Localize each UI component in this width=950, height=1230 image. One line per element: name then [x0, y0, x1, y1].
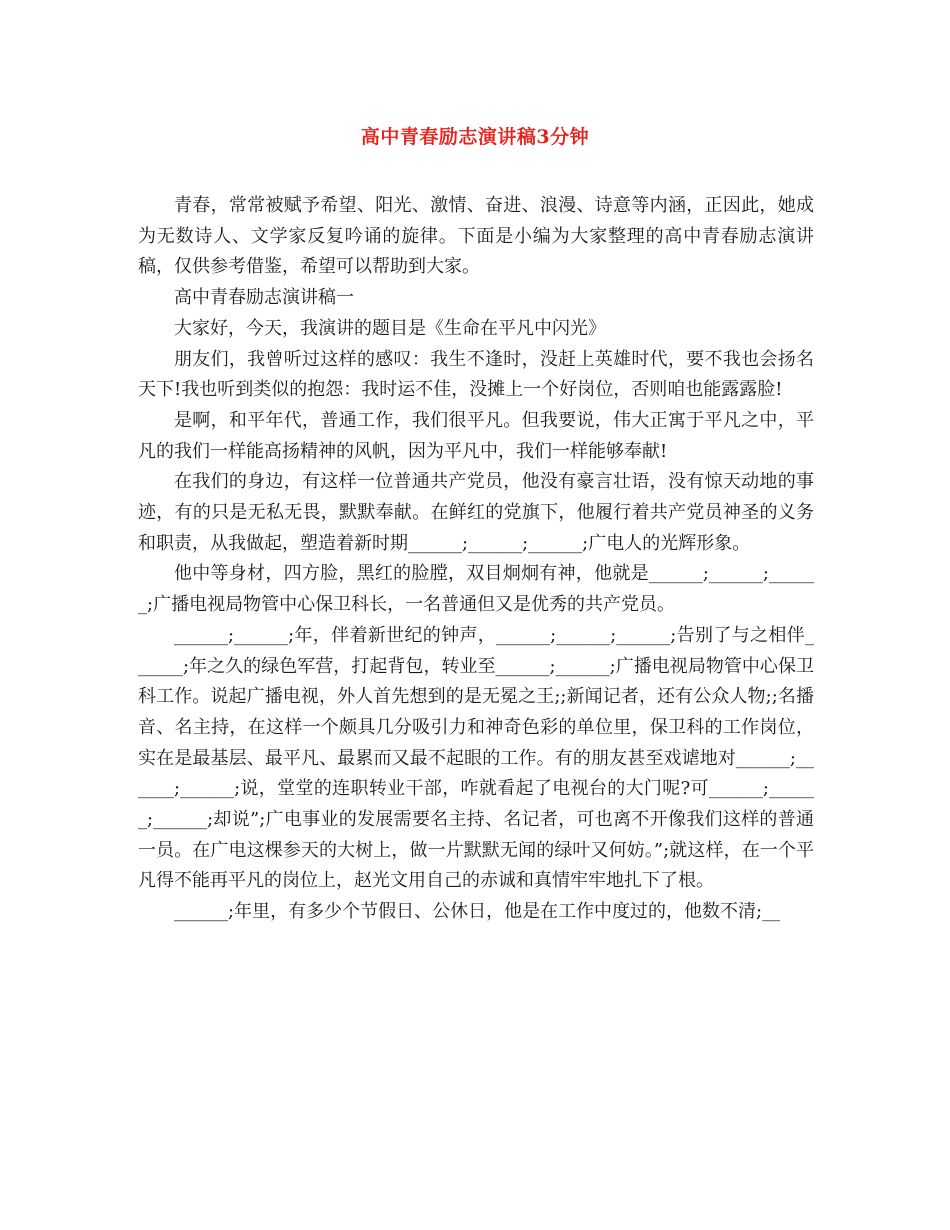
paragraph: 是啊，和平年代，普通工作，我们很平凡。但我要说，伟大正寓于平凡之中，平凡的我们一样能高扬精神的风帆，因为平凡中，我们一样能够奉献! [138, 409, 814, 462]
paragraph: 他中等身材，四方脸，黑红的脸膛，双目炯炯有神，他就是______;______;______;广播电视局物管中心保卫科长，一名普通但又是优秀的共产党员。 [138, 563, 814, 616]
paragraph-intro: 青春，常常被赋予希望、阳光、激情、奋进、浪漫、诗意等内涵，正因此，她成为无数诗人、文学家反复吟诵的旋律。下面是小编为大家整理的高中青春励志演讲稿，仅供参考借鉴，希望可以帮助到大家。 [138, 195, 814, 278]
paragraph: 朋友们，我曾听过这样的感叹：我生不逢时，没赶上英雄时代，要不我也会扬名天下!我也听到类似的抱怨：我时运不佳，没摊上一个好岗位，否则咱也能露露脸! [138, 348, 814, 401]
paragraph: ______;______;年，伴着新世纪的钟声，______;______;______;告别了与之相伴______;年之久的绿色军营，打起背包，转业至______;______;广播电视局物管中心保卫科工作。说起广播电视，外人首先想到的是无冕之王;;新闻记者，还有公众人物;;名播音、名主持，在这样一个颇具几分吸引力和神奇色彩的单位里，保卫科的工作岗位，实在是最基层、最平凡、最累而又最不起眼的工作。有的朋友甚至戏谑地对______;______;______;说，堂堂的连职转业干部，咋就看起了电视台的大门呢?可______;______;______;却说”;广电事业的发展需要名主持、名记者，可也离不开像我们这样的普通一员。在广电这棵参天的大树上，做一片默默无闻的绿叶又何妨。”;就这样，在一个平凡得不能再平凡的岗位上，赵光文用自己的赤诚和真情牢牢地扎下了根。 [138, 624, 814, 892]
section-heading: 高中青春励志演讲稿一 [174, 287, 354, 309]
document-title: 高中青春励志演讲稿3分钟 [360, 126, 590, 148]
document-body [138, 191, 814, 928]
paragraph: ______;年里，有多少个节假日、公休日，他是在工作中度过的，他数不清;__ [174, 901, 781, 923]
paragraph: 在我们的身边，有这样一位普通共产党员，他没有豪言壮语，没有惊天动地的事迹，有的只是无私无畏，默默奉献。在鲜红的党旗下，他履行着共产党员神圣的义务和职责，从我做起，塑造着新时期______;______;______;广电人的光辉形象。 [138, 471, 814, 554]
paragraph: 大家好，今天，我演讲的题目是《生命在平凡中闪光》 [174, 317, 606, 339]
